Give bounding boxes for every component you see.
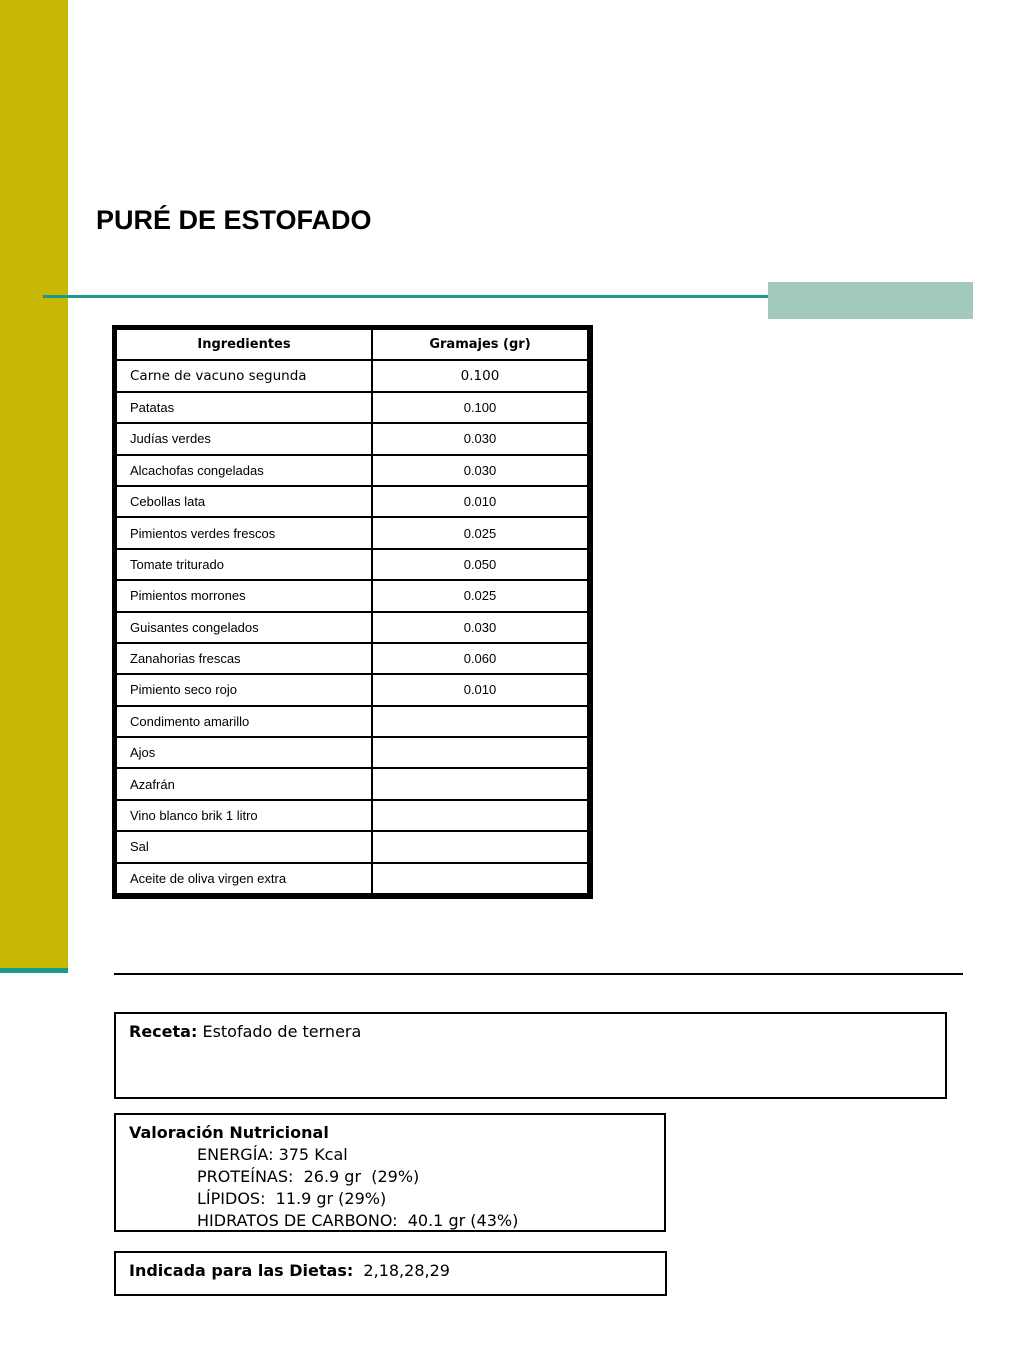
ingredient-cell: Vino blanco brik 1 litro [116,800,372,831]
ingredient-cell: Cebollas lata [116,486,372,517]
grams-cell: 0.025 [372,580,588,611]
recipe-label: Receta: [129,1022,198,1041]
header-ingredients: Ingredientes [116,329,372,360]
grams-cell: 0.050 [372,549,588,580]
table-row [116,706,588,737]
nutrition-energy: ENERGÍA: 375 Kcal [197,1145,348,1164]
grams-cell: 0.030 [372,423,588,454]
table-row [116,580,588,611]
table-row [116,643,588,674]
grams-cell [372,831,588,862]
recipe-value: Estofado de ternera [202,1022,362,1041]
grams-cell [372,863,588,894]
header-grams: Gramajes (gr) [372,329,588,360]
ingredient-cell: Azafrán [116,768,372,799]
grams-cell: 0.100 [372,392,588,423]
ingredient-cell: Sal [116,831,372,862]
nutrition-lipids: LÍPIDOS: 11.9 gr (29%) [197,1189,387,1208]
nutrition-carbs: HIDRATOS DE CARBONO: 40.1 gr (43%) [197,1211,519,1230]
ingredient-cell: Judías verdes [116,423,372,454]
diets-value: 2,18,28,29 [363,1261,450,1280]
grams-cell [372,706,588,737]
ingredient-cell: Tomate triturado [116,549,372,580]
diets-label: Indicada para las Dietas: [129,1261,354,1280]
table-row [116,517,588,548]
divider-accent-block [768,282,973,319]
nutrition-heading: Valoración Nutricional [129,1123,329,1142]
table-row [116,423,588,454]
table-row [116,455,588,486]
grams-cell: 0.030 [372,612,588,643]
table-row [116,392,588,423]
ingredient-cell: Carne de vacuno segunda [116,360,372,391]
table-row [116,486,588,517]
ingredient-cell: Alcachofas congeladas [116,455,372,486]
recipe-box [114,1012,947,1099]
ingredient-cell: Condimento amarillo [116,706,372,737]
grams-cell [372,768,588,799]
table-row [116,863,588,894]
grams-cell [372,737,588,768]
ingredient-cell: Patatas [116,392,372,423]
ingredient-cell: Ajos [116,737,372,768]
section-divider [114,973,963,975]
grams-cell: 0.100 [372,360,588,391]
grams-cell: 0.010 [372,486,588,517]
ingredient-cell: Pimientos morrones [116,580,372,611]
grams-cell: 0.010 [372,674,588,705]
grams-cell: 0.060 [372,643,588,674]
table-row [116,768,588,799]
grams-cell: 0.025 [372,517,588,548]
grams-cell [372,800,588,831]
ingredient-cell: Zanahorias frescas [116,643,372,674]
table-row [116,612,588,643]
table-row [116,674,588,705]
table-row [116,549,588,580]
ingredients-table [112,325,593,899]
ingredient-cell: Pimiento seco rojo [116,674,372,705]
diets-box [114,1251,667,1296]
nutrition-proteins: PROTEÍNAS: 26.9 gr (29%) [197,1167,420,1186]
ingredient-cell: Aceite de oliva virgen extra [116,863,372,894]
table-row [116,737,588,768]
ingredient-cell: Guisantes congelados [116,612,372,643]
sidebar-bar [0,0,68,968]
ingredient-cell: Pimientos verdes frescos [116,517,372,548]
page-title: PURÉ DE ESTOFADO [96,205,372,235]
table-row [116,831,588,862]
nutrition-box [114,1113,666,1232]
sidebar-accent [0,968,68,973]
table-row [116,360,588,391]
table-header-row [116,329,588,360]
grams-cell: 0.030 [372,455,588,486]
table-row [116,800,588,831]
